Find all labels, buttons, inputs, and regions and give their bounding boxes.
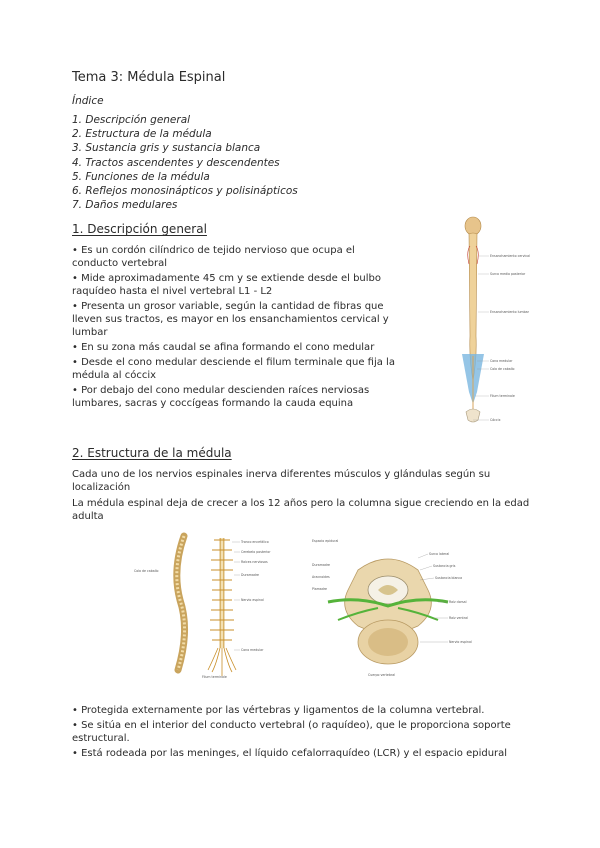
figure-label: Cerebelo posterior [241,550,271,554]
bullet: • Es un cordón cilíndrico de tejido nervioso que ocupa el conducto vertebral [72,245,355,269]
spinal-cord-illustration [455,216,535,430]
index-item: 1. Descripción general [72,114,191,126]
vertebral-column-illustration [132,530,282,682]
bullet: • Está rodeada por las meninges, el líquido cefalorraquídeo (LCR) y el espacio epidural [72,748,508,759]
section1-heading: 1. Descripción general [72,222,207,236]
figure-label: Cono medular [241,648,264,652]
section2-bullets [72,704,532,762]
figure-label: Cola de caballo [134,569,159,573]
bullet: • Protegida externamente por las vértebras y ligamentos de la columna vertebral. [72,705,485,716]
figure-label: Surco lateral [429,552,450,556]
figure-label: Surco medio posterior [490,272,526,276]
figure-label: Filum terminale [490,394,515,398]
section2-paragraph: La médula espinal deja de crecer a los 12 años pero la columna sigue creciendo en la edad adulta [72,498,530,522]
figure-label: Tronco encefálico [241,540,269,544]
figure-label: Duramadre [312,563,331,567]
bullet: • En su zona más caudal se afina formando el cono medular [72,342,375,353]
bullet: • Desde el cono medular desciende el filum terminale que fija la médula al cóccix [72,357,395,381]
page-title: Tema 3: Médula Espinal [72,70,226,85]
figure-label: Ensanchamiento lumbar [490,310,529,314]
figure-label: Ensanchamiento cervical [490,254,530,258]
index-item: 5. Funciones de la médula [72,170,210,183]
index-item: 2. Estructura de la médula [72,128,212,141]
index-item: 3. Sustancia gris y sustancia blanca [72,142,261,155]
figure-label: Nervio espinal [449,640,472,644]
bullet: • Presenta un grosor variable, según la cantidad de fibras que lleven sus tractos, es mayor en los ensanchamientos cervical y lumbar [72,301,389,338]
figure-label: Aracnoides [312,575,330,579]
figure-label: Piamadre [312,587,327,591]
figure-label: Raíz ventral [449,616,468,620]
index-item: 4. Tractos ascendentes y descendentes [72,156,280,169]
bullet: • Por debajo del cono medular descienden raíces nerviosas lumbares, sacras y coccígeas formando la cauda equina [72,385,370,409]
bullet: • Mide aproximadamente 45 cm y se extiende desde el bulbo raquídeo hasta el nivel vertebral L1 - L2 [72,273,382,297]
figure-label: Espacio epidural [312,539,339,543]
figure-label: Nervio espinal [241,598,264,602]
figure-label: Sustancia blanca [435,576,463,580]
figure-label: Sustancia gris [433,564,456,568]
section2-heading: 2. Estructura de la médula [72,446,232,460]
figure-label: Raíces nerviosas [241,560,268,564]
index-item: 6. Reflejos monosinápticos y polisinápticos [72,185,298,198]
figure-label: Filum terminale [202,675,227,679]
section2-paragraph: Cada uno de los nervios espinales inerva diferentes músculos y glándulas según su localización [72,469,491,493]
figure-label: Duramadre [241,573,260,577]
figure-label: Cola de caballo [490,367,515,371]
figure-label: Raíz dorsal [449,600,467,604]
figure-label: Cuerpo vertebral [368,673,396,677]
index-item: 7. Daños medulares [72,199,178,212]
figure-label: Cóccix [490,418,501,422]
bullet: • Se sitúa en el interior del conducto vertebral (o raquídeo), que le proporciona soporte estructural. [72,720,511,744]
index-list [72,113,298,212]
cross-section-illustration [308,530,472,682]
index-label: Índice [72,95,104,107]
figure-label: Cono medular [490,359,513,363]
section1-bullets [72,244,404,412]
